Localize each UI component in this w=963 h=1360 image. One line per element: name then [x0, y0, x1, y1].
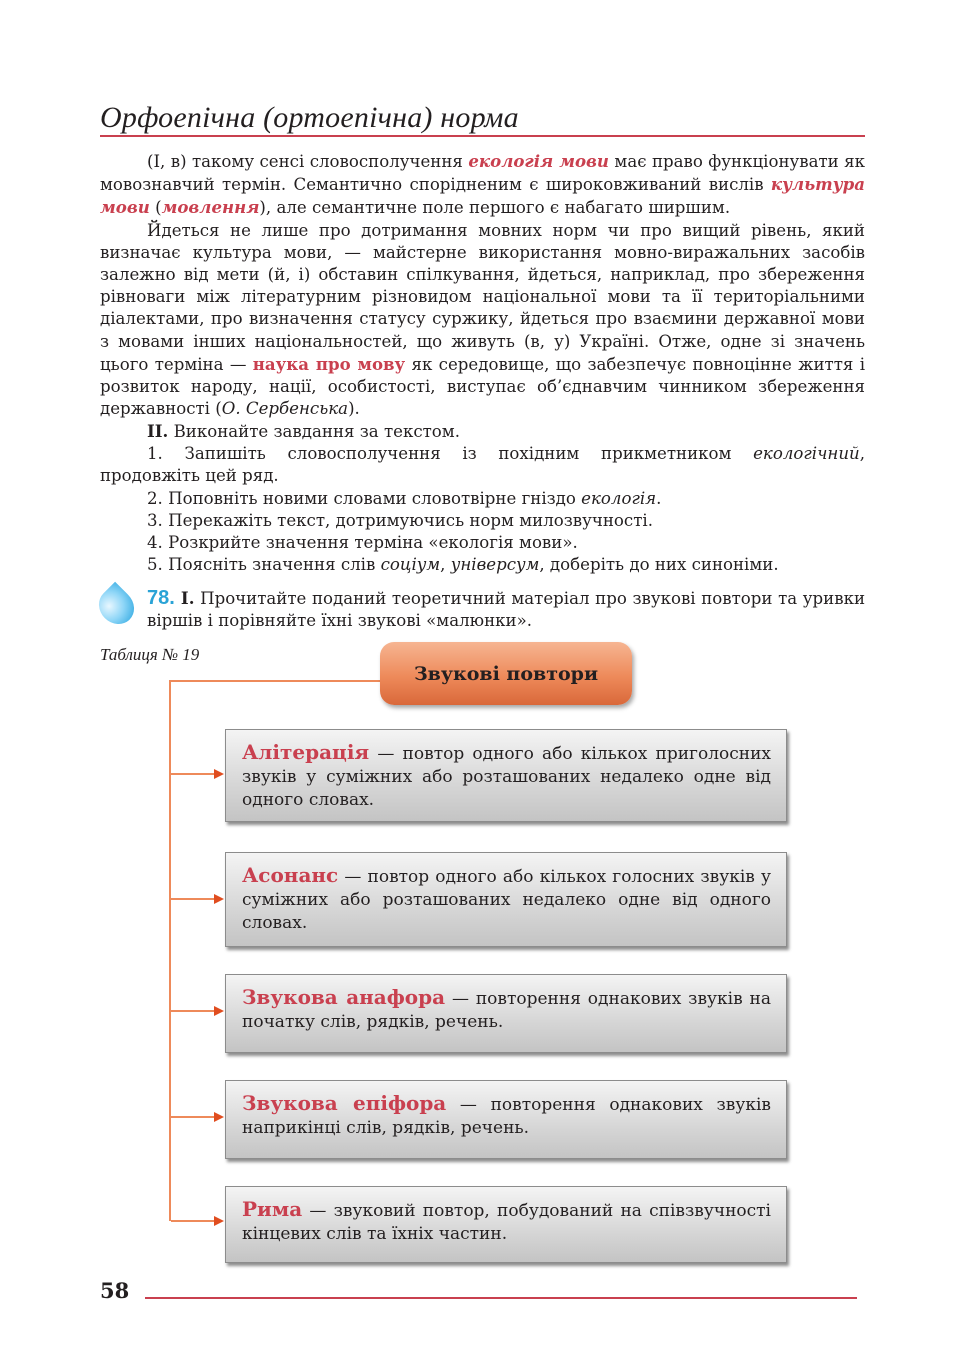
exercise-part: І. [174, 588, 195, 608]
term-language-culture: культура мови [100, 174, 865, 218]
term-ecology-of-language: екологія мови [468, 151, 609, 171]
connector-vertical [169, 680, 171, 1221]
para2-text-a: Йдеться не лише про дотримання мовних норм чи про вищий рівень, який визначає культура мови, — майстерне використання мовно-виражальних засобів залежно від мети (й, і) обставин спілкування, йдеться, наприклад, про збереження рівноваги між літературним різновидом національної мови та її територіальними діалектами, про визначення статусу суржику, йдеться про взаємини державної мови з мовами інших національностей, що живуть (в, у) Україні. Отже, одне зі значень цього терміна — [100, 220, 865, 374]
task-5-sep: , [440, 555, 451, 575]
arrow-1 [171, 773, 215, 775]
task-2 [100, 488, 865, 510]
exercise-marker-icon [92, 582, 141, 631]
def-anaphora: — повторення однакових звуків на початку слів, рядків, речень. [242, 989, 771, 1032]
tasks-block [100, 420, 865, 576]
term-alliteration: Алітерація [242, 740, 370, 764]
exercise-instructions: Прочитайте поданий теоретичний матеріал про звукові повтори та уривки віршів і порівняйте їхні звукові «малюнки». [147, 589, 865, 631]
task-5-word-2: універсум [450, 555, 540, 575]
page-number: 58 [100, 1278, 130, 1303]
task-2-text-a: 2. Поповніть новими словами словотвірне гніздо [147, 488, 582, 508]
arrow-5 [171, 1220, 215, 1222]
task-1-text-c: , продовжіть цей ряд. [100, 444, 865, 486]
tasks-heading-text: Виконайте завдання за текстом. [168, 422, 460, 441]
task-1-word: екологічний [753, 444, 860, 464]
connector-top [169, 680, 380, 682]
task-4: 4. Розкрийте значення терміна «екологія мови». [147, 533, 578, 553]
exercise-78 [147, 587, 865, 632]
author-name: О. Сербенська [221, 399, 349, 419]
section-title: Орфоепічна (ортоепічна) норма [100, 101, 519, 134]
header-rule [100, 135, 865, 137]
def-epiphora: — повторення однакових звуків наприкінці слів, рядків, речень. [242, 1095, 771, 1138]
diagram-item-anaphora [225, 974, 787, 1053]
term-rhyme: Рима [242, 1197, 303, 1221]
task-5-text-e: , доберіть до них синоніми. [539, 555, 779, 575]
diagram-item-epiphora [225, 1080, 787, 1159]
diagram-root-box: Звукові повтори [380, 642, 632, 705]
para2-text-c: як середовище, що забезпечує повноцінне життя і розвиток народу, нації, особистості, виступає об’єднавчим чинником збереження державності ( [100, 354, 865, 419]
para2-text-e: ). [348, 399, 360, 419]
paragraph-2 [100, 220, 865, 421]
task-3: 3. Перекажіть текст, дотримуючись норм милозвучності. [147, 510, 653, 530]
footer-rule [145, 1297, 857, 1299]
arrow-4 [171, 1116, 215, 1118]
task-2-word: екологія [581, 488, 657, 508]
def-rhyme: — звуковий повтор, побудований на співзвучності кінцевих слів та їхніх частин. [242, 1201, 771, 1244]
page-header [100, 100, 865, 136]
term-science-of-language: наука про мову [252, 353, 406, 374]
def-alliteration: — повтор одного або кількох приголосних звуків у суміжних або розташованих недалеко одне від одного словах. [242, 744, 771, 810]
task-1 [100, 443, 865, 487]
term-anaphora: Звукова анафора [242, 985, 446, 1009]
para1-text-g: ), але семантичне поле першого є набагато ширшим. [259, 198, 731, 218]
exercise-number: 78. [147, 587, 175, 609]
para1-text-e: ( [149, 198, 162, 218]
term-speech: мовлення [161, 197, 260, 218]
exercise-text [147, 587, 865, 632]
tasks-heading [100, 420, 865, 443]
tasks-heading-number: II. [147, 421, 169, 441]
arrow-3 [171, 1010, 215, 1012]
diagram-item-alliteration [225, 729, 787, 822]
term-assonance: Асонанс [242, 863, 339, 887]
diagram-item-assonance [225, 852, 787, 947]
table-label: Таблиця № 19 [100, 645, 200, 664]
task-2-text-c: . [656, 488, 662, 508]
arrow-2 [171, 898, 215, 900]
diagram-item-rhyme [225, 1186, 787, 1263]
main-text [100, 150, 865, 420]
para1-text-c: має право функціонувати як мовознавчий термін. Семантично спорідненим є широковживаний вислів [100, 152, 866, 195]
task-5-text-a: 5. Поясніть значення слів [147, 555, 381, 575]
term-epiphora: Звукова епіфора [242, 1091, 447, 1115]
def-assonance: — повтор одного або кількох голосних звуків у суміжних або розташованих недалеко одне від одного словах. [242, 867, 771, 933]
task-5 [100, 554, 865, 576]
paragraph-1 [100, 150, 865, 220]
task-5-word-1: соціум [380, 555, 441, 575]
task-1-text-a: 1. Запишіть словосполучення із похідним прикметником [147, 444, 754, 464]
para1-text-a: (І, в) такому сенсі словосполучення [147, 152, 469, 171]
